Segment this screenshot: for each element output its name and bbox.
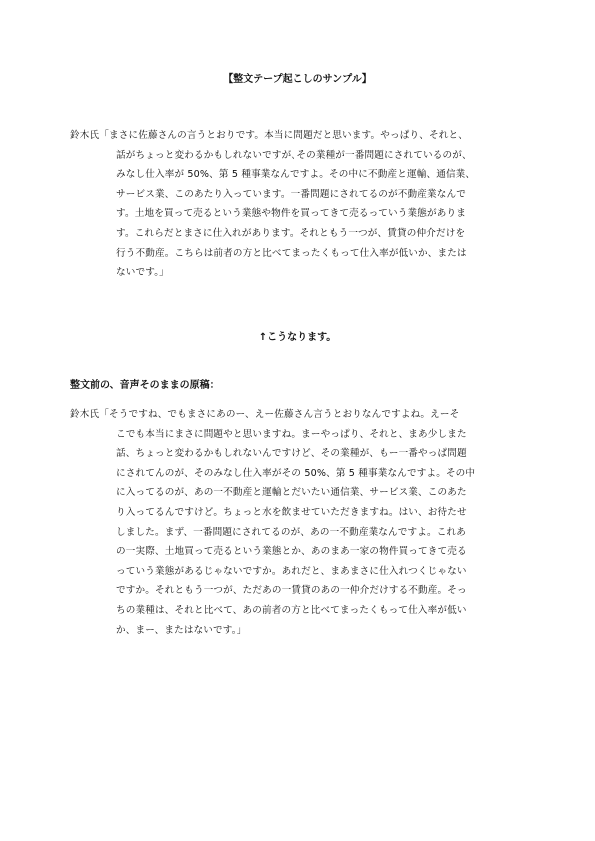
raw-section-heading: 整文前の、音声そのままの原稿： [70,380,220,391]
transcript-line: ですか。それともう一つが、ただあの一賃貸のあの一仲介だけする不動産。そっ [116,585,467,597]
transcript-line: す。土地を買って売るという業態や物件を買ってきて売るっていう業態がありま [116,208,467,220]
transcript-line: ちの業種は、それと比べて、あの前者の方と比べてまったくもって仕入率が低い [116,604,467,616]
transcript-line: に入ってるのが、あの一不動産と運輸とだいたい通信業、サービス業、このあた [116,487,467,499]
transcript-line: り入ってるんですけど。ちょっと水を飲ませていただきますね。はい、お待たせ [116,506,467,518]
result-arrow-text: ↑こうなります。 [258,332,337,343]
transcript-line: しました。まず、一番問題にされてるのが、あの一不動産業なんですよ。これあ [116,526,467,538]
cleaned-transcript [70,126,530,283]
transcript-line: みなし仕入率が 50%、第 5 種事業なんですよ。その中に不動産と運輸、通信業、 [116,169,476,181]
transcript-line: ないです。」 [116,267,169,279]
raw-transcript [70,405,530,640]
transcript-line: か、まー、またはないです。」 [116,624,247,636]
transcript-line: こでも本当にまさに問題やと思いますね。まーやっぱり、それと、まあ少しまた [116,428,467,440]
transcript-line: 鈴木氏「まさに佐藤さんの言うとおりです。本当に問題だと思います。やっぱり、それと、 [70,130,468,141]
transcript-line: っていう業態があるじゃないですか。あれだと、まあまさに仕入れつくじゃない [116,565,467,577]
transcript-line: 行う不動産。こちらは前者の方と比べてまったくもって仕入率が低いか、または [116,247,467,259]
document-title: 【整文テープ起こしのサンプル】 [223,74,372,85]
transcript-line: にされてんのが、そのみなし仕入率がその 50%、第 5 種事業なんですよ。その中 [116,467,476,479]
transcript-line: 鈴木氏「そうですね、でもまさにあのー、えー佐藤さん言うとおりなんですよね。えーそ [70,409,460,420]
transcript-line: す。これらだとまさに仕入れがあります。それともう一つが、賃貸の仲介だけを [116,227,466,239]
transcript-line: の一実際、土地買って売るという業態とか、あのまあ一家の物件買ってきて売る [116,546,467,558]
transcript-line: 話がちょっと変わるかもしれないですが､その業種が一番問題にされているのが、 [116,149,472,161]
transcript-line: 話、ちょっと変わるかもしれないんですけど、その業種が、もー一番やっぱ問題 [116,448,467,460]
transcript-line: サービス業、このあたり入っています。一番問題にされてるのが不動産業なんで [116,188,467,200]
